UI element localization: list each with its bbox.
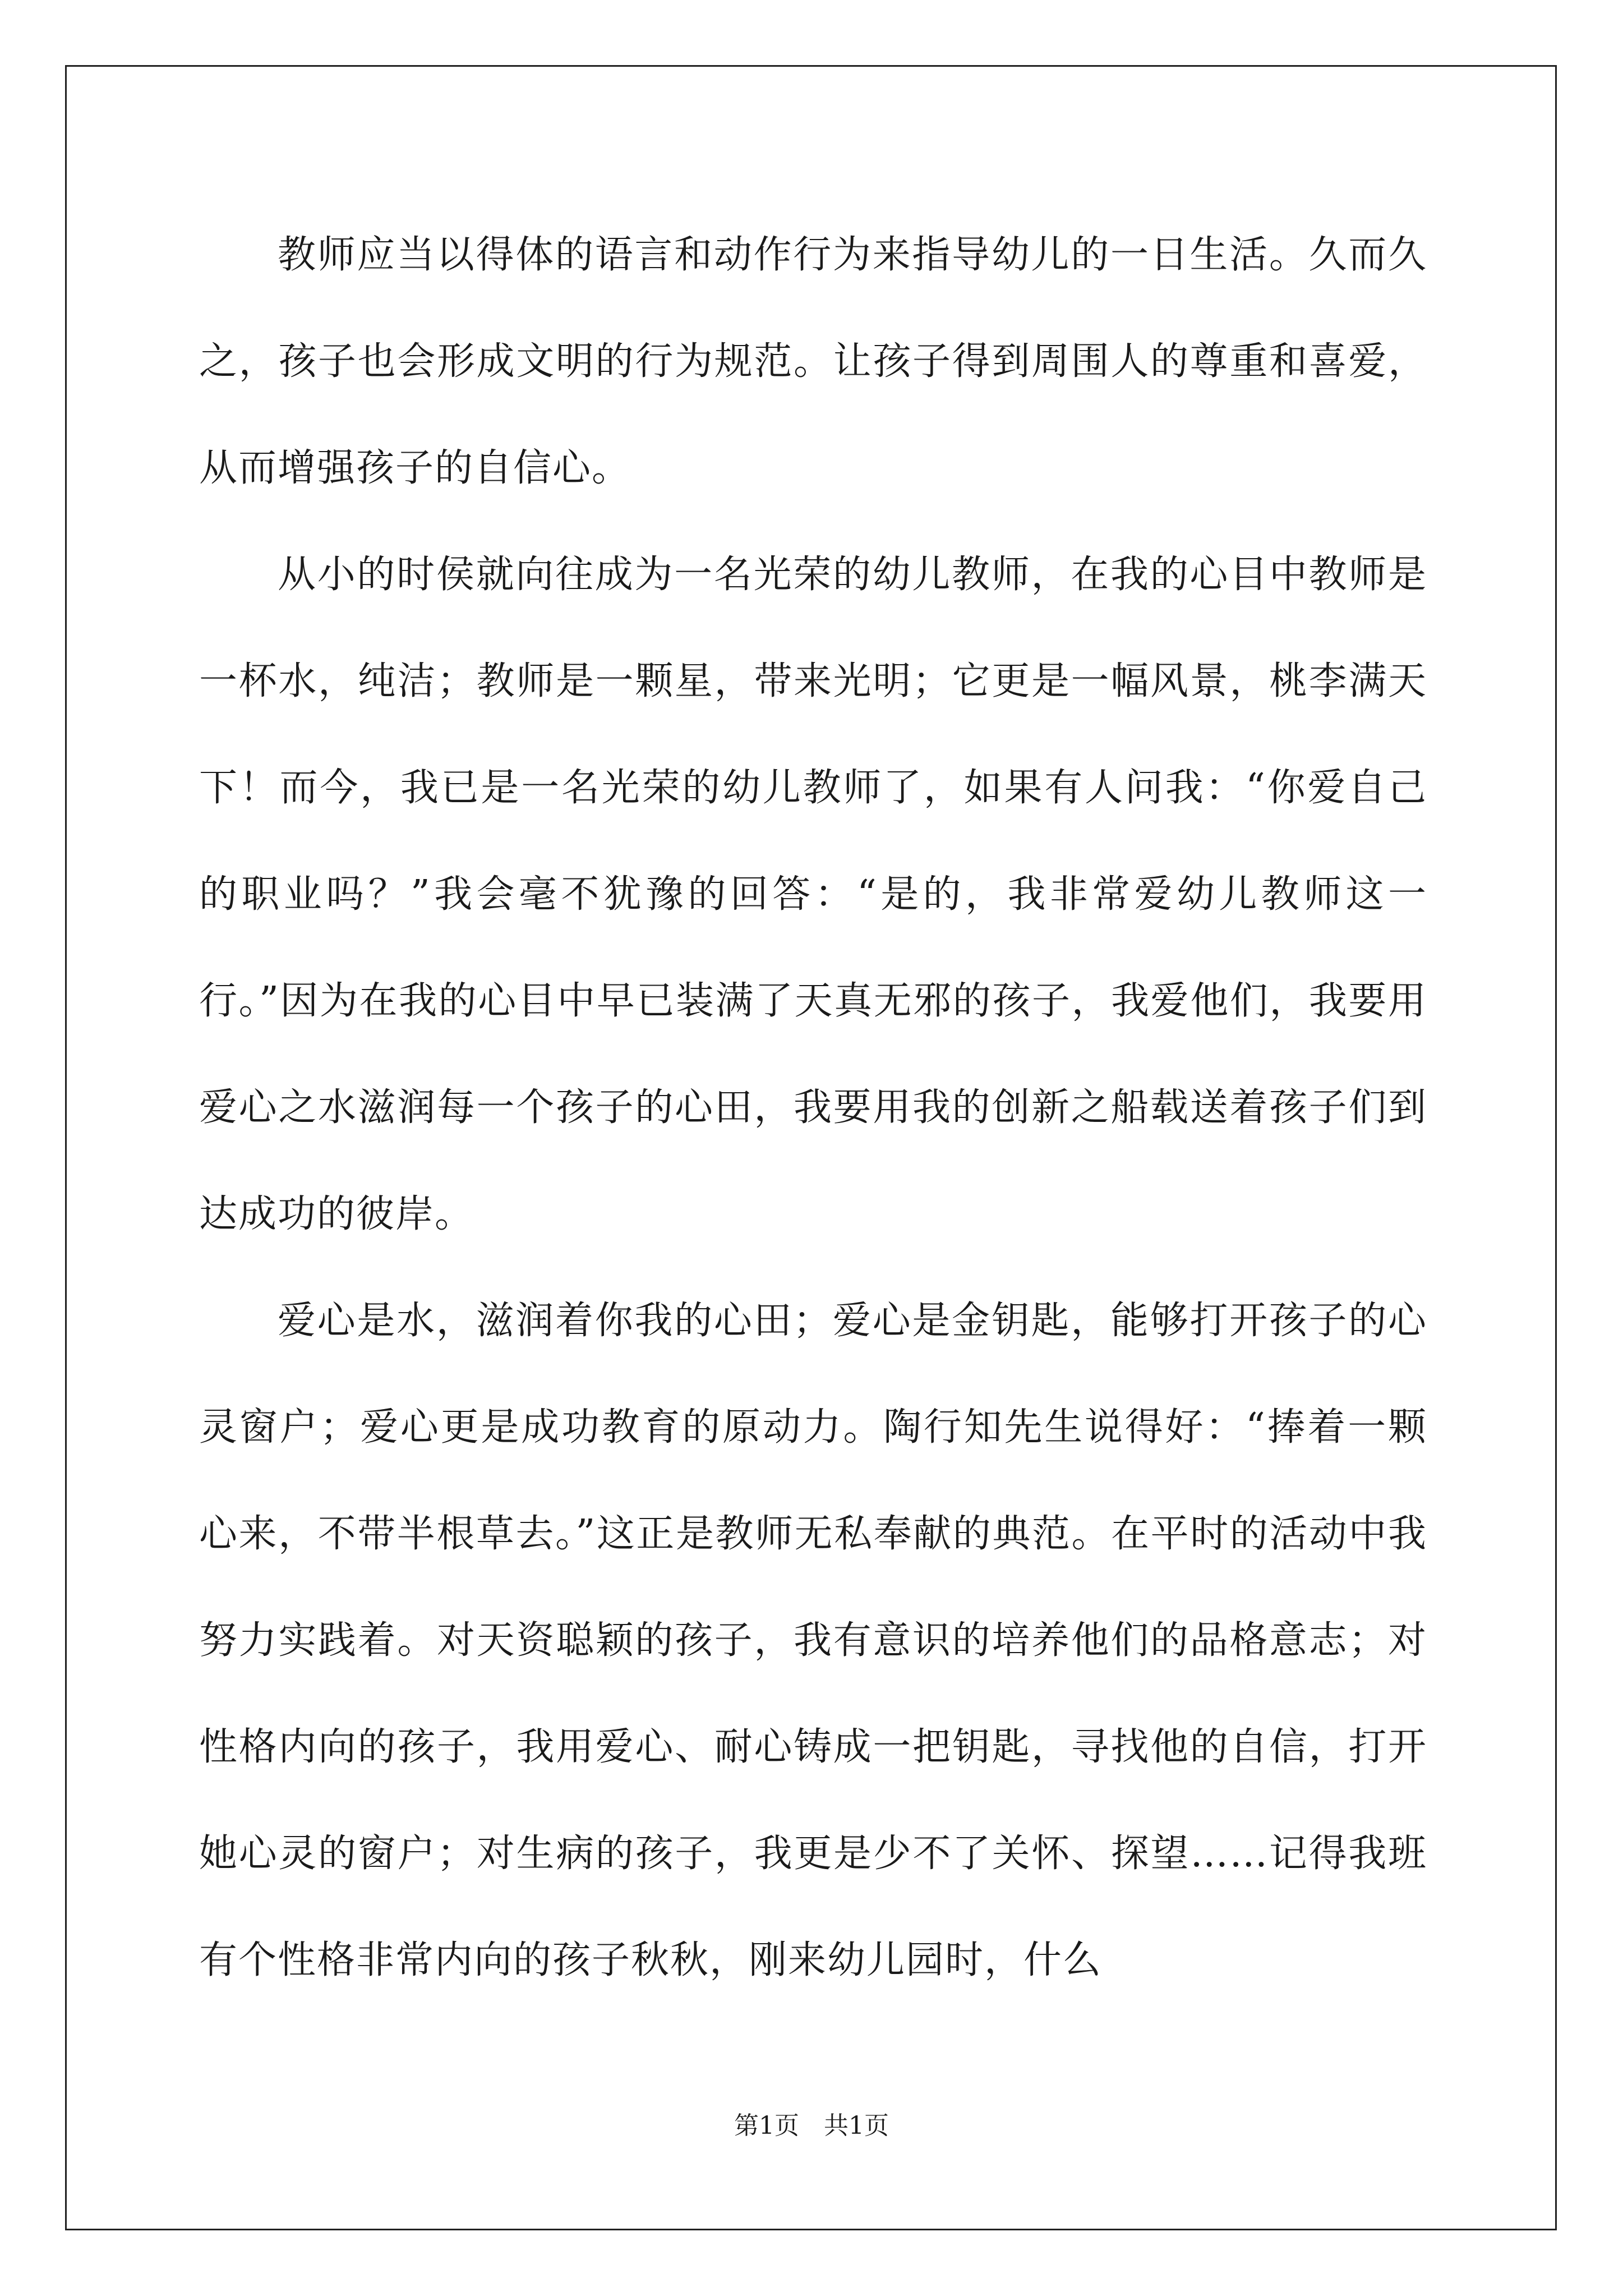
paragraph: 从小的时侯就向往成为一名光荣的幼儿教师，在我的心目中教师是一杯水，纯洁；教师是一颗星，带来光明；它更是一幅风景，桃李满天下！而今，我已是一名光荣的幼儿教师了，如果有人问我：“你爱自己的职业吗？”我会毫不犹豫的回答：“是的，我非常爱幼儿教师这一行。”因为在我的心目中早已装满了天真无邪的孩子，我爱他们，我要用爱心之水滋润每一个孩子的心田，我要用我的创新之船载送着孩子们到达成功的彼岸。 (199, 553, 1427, 1236)
document-body (199, 202, 1427, 2014)
paragraph: 教师应当以得体的语言和动作行为来指导幼儿的一日生活。久而久之，孩子也会形成文明的行为规范。让孩子得到周围人的尊重和喜爱，从而增强孩子的自信心。 (199, 233, 1427, 490)
paragraph: 爱心是水，滋润着你我的心田；爱心是金钥匙，能够打开孩子的心灵窗户；爱心更是成功教育的原动力。陶行知先生说得好：“捧着一颗心来，不带半根草去。”这正是教师无私奉献的典范。在平时的活动中我努力实践着。对天资聪颖的孩子，我有意识的培养他们的品格意志；对性格内向的孩子，我用爱心、耐心铸成一把钥匙，寻找他的自信，打开她心灵的窗户；对生病的孩子，我更是少不了关怀、探望……记得我班有个性格非常内向的孩子秋秋，刚来幼儿园时，什么 (199, 1299, 1427, 1982)
page-footer: 第1页 共1页 (734, 2111, 889, 2140)
